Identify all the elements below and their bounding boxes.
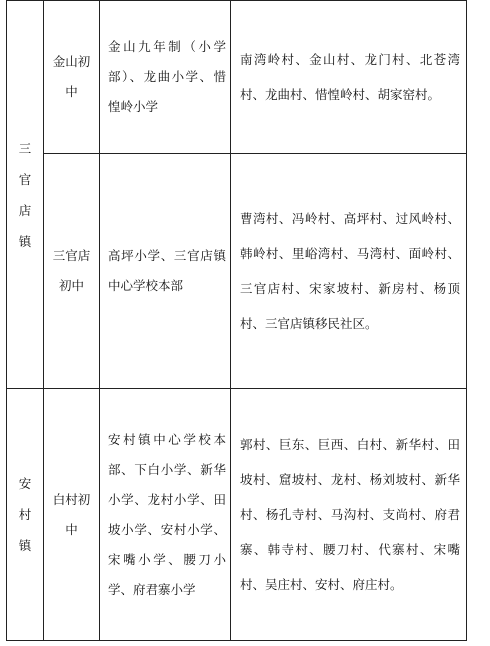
primary-schools-text: 高坪小学、三官店镇中心学校本部 xyxy=(108,248,226,293)
table-row xyxy=(7,154,467,389)
villages-cell xyxy=(231,389,467,641)
primary-schools-cell xyxy=(100,389,231,641)
town-cell xyxy=(7,1,44,389)
school-district-table xyxy=(6,0,467,641)
town-name: 三官店镇 xyxy=(18,140,32,249)
primary-schools-cell xyxy=(100,1,231,154)
villages-cell xyxy=(231,1,467,154)
primary-schools-text: 安村镇中心学校本部、下白小学、新华小学、龙村小学、田坡小学、安村小学、宋嘴小学、腰刀小学、府君寨小学 xyxy=(108,431,226,597)
villages-text: 曹湾村、冯岭村、高坪村、过风岭村、韩岭村、里峪湾村、马湾村、面岭村、三官店村、宋家坡村、新房村、杨顶村、三官店镇移民社区。 xyxy=(240,211,460,331)
villages-cell xyxy=(231,154,467,389)
middle-school-name: 白村初中 xyxy=(52,491,91,537)
table-row xyxy=(7,1,467,154)
middle-school-cell xyxy=(44,389,100,641)
middle-school-cell xyxy=(44,154,100,389)
primary-schools-cell xyxy=(100,154,231,389)
primary-schools-text: 金山九年制（小学部）、龙曲小学、惜惶岭小学 xyxy=(108,39,226,114)
middle-school-cell xyxy=(44,1,100,154)
villages-text: 郭村、巨东、巨西、白村、新华村、田坡村、窟坡村、龙村、杨刘坡村、新华村、杨孔寺村、马沟村、支尚村、府君寨、韩寺村、腰刀村、代寨村、宋嘴村、吴庄村、安村、府庄村。 xyxy=(240,437,460,592)
town-name: 安村镇 xyxy=(18,476,32,553)
town-cell xyxy=(7,389,44,641)
table-row xyxy=(7,389,467,641)
middle-school-name: 金山初中 xyxy=(52,54,91,99)
middle-school-name: 三官店初中 xyxy=(52,248,91,293)
villages-text: 南湾岭村、金山村、龙门村、北苍湾村、龙曲村、惜惶岭村、胡家窑村。 xyxy=(240,52,460,102)
